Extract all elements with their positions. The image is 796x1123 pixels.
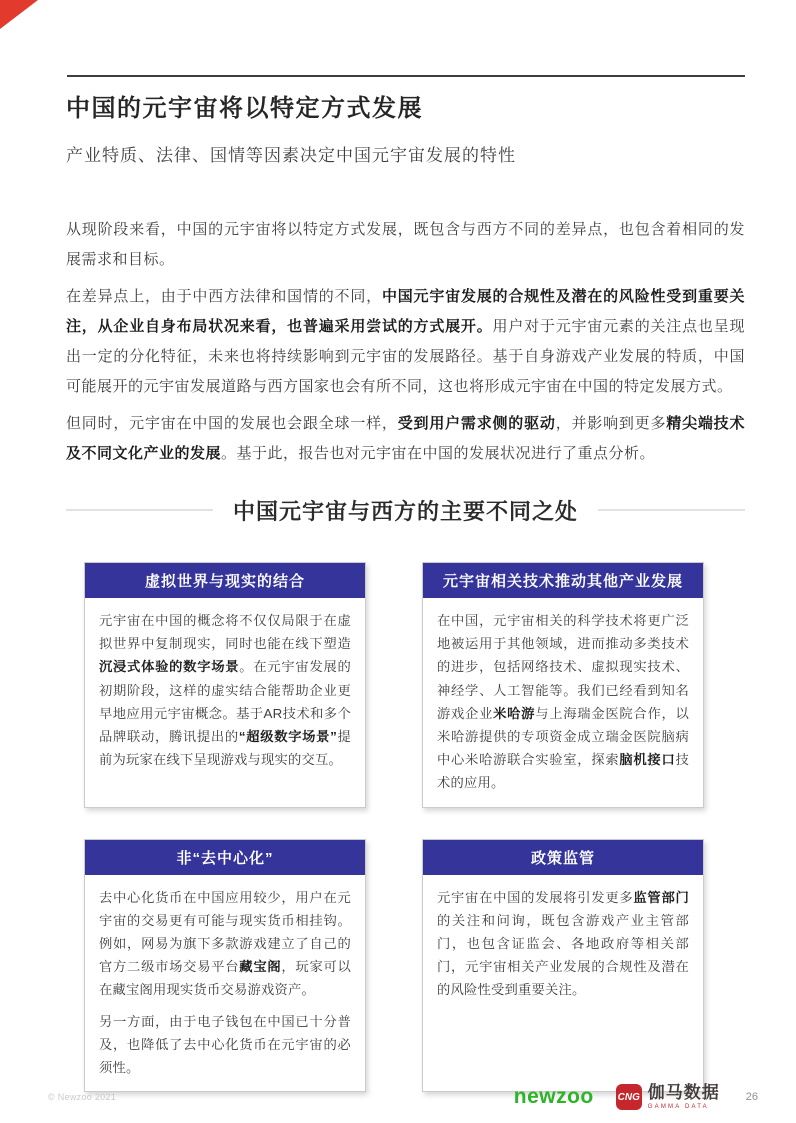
card-paragraph: 去中心化货币在中国应用较少，用户在元宇宙的交易更有可能与现实货币相挂钩。例如，网易为旗下多款游戏建立了自己的官方二级市场交易平台藏宝阁，玩家可以在藏宝阁用现实货币交易游戏资产。 (99, 889, 352, 998)
card-body (85, 598, 365, 783)
paragraph: 从现阶段来看，中国的元宇宙将以特定方式发展，既包含与西方不同的差异点，也包含着相同的发展需求和目标。 (66, 221, 745, 268)
page-title: 中国的元宇宙将以特定方式发展 (66, 95, 423, 122)
heading-left-line (66, 509, 213, 511)
card-title: 虚拟世界与现实的结合 (85, 563, 365, 598)
copyright-text: © Newzoo 2021 (48, 1092, 117, 1102)
footer-logos (514, 1084, 758, 1110)
card-virtual-real (84, 562, 366, 808)
card-title: 元宇宙相关技术推动其他产业发展 (423, 563, 703, 598)
page-number: 26 (745, 1091, 758, 1103)
card-policy-regulation (422, 839, 704, 1093)
card-paragraph: 另一方面，由于电子钱包在中国已十分普及，也降低了去中心化货币在元宇宙的必须性。 (99, 1013, 351, 1076)
corner-accent-triangle (0, 0, 38, 29)
heading-right-line (598, 509, 745, 511)
card-body (423, 875, 703, 1014)
card-title: 政策监管 (423, 840, 703, 875)
card-body (423, 598, 703, 807)
page-footer (48, 1084, 758, 1110)
card-paragraph: 元宇宙在中国的概念将不仅仅局限于在虚拟世界中复制现实，同时也能在线下塑造沉浸式体验的数字场景。在元宇宙发展的初期阶段，这样的虚实结合能帮助企业更早地应用元宇宙概念。基于AR技术和多个品牌联动，腾讯提出的“超级数字场景”提前为玩家在线下呈现游戏与现实的交互。 (99, 613, 352, 768)
top-divider (67, 75, 745, 77)
intro-paragraphs (66, 215, 745, 469)
section-heading (66, 494, 745, 526)
paragraph: 但同时，元宇宙在中国的发展也会跟全球一样，受到用户需求侧的驱动，并影响到更多精尖端技术及不同文化产业的发展。基于此，报告也对元宇宙在中国的发展状况进行了重点分析。 (66, 415, 745, 462)
card-title: 非“去中心化” (85, 840, 365, 875)
card-non-decentralized (84, 839, 366, 1093)
gamma-name: 伽马数据 (647, 1083, 720, 1102)
card-body (85, 875, 365, 1092)
gamma-data-logo (616, 1084, 720, 1110)
card-tech-industries (422, 562, 704, 808)
gamma-subtitle: GAMMA DATA (647, 1104, 709, 1110)
page-subtitle: 产业特质、法律、国情等因素决定中国元宇宙发展的特性 (66, 146, 516, 165)
cards-grid (84, 562, 704, 1092)
section-title: 中国元宇宙与西方的主要不同之处 (233, 498, 579, 524)
card-paragraph: 在中国，元宇宙相关的科学技术将更广泛地被运用于其他领域，进而推动多类技术的进步，包括网络技术、虚拟现实技术、神经学、人工智能等。我们已经看到知名游戏企业米哈游与上海瑞金医院合作，以米哈游提供的专项资金成立瑞金医院脑病中心米哈游联合实验室，探索脑机接口技术的应用。 (437, 613, 689, 791)
newzoo-logo: newzoo (513, 1085, 594, 1108)
gamma-text (648, 1084, 720, 1110)
paragraph: 在差异点上，由于中西方法律和国情的不同，中国元宇宙发展的合规性及潜在的风险性受到重要关注，从企业自身布局状况来看，也普遍采用尝试的方式展开。用户对于元宇宙元素的关注点也呈现出一定的分化特征，未来也将持续影响到元宇宙的发展路径。基于自身游戏产业发展的特质，中国可能展开的元宇宙发展道路与西方国家也会有所不同，这也将形成元宇宙在中国的特定发展方式。 (66, 288, 745, 395)
card-paragraph: 元宇宙在中国的发展将引发更多监管部门的关注和问询，既包含游戏产业主管部门，也包含证监会、各地政府等相关部门，元宇宙相关产业发展的合规性及潜在的风险性受到重要关注。 (437, 889, 689, 998)
cng-badge-icon: CNG (616, 1084, 642, 1110)
